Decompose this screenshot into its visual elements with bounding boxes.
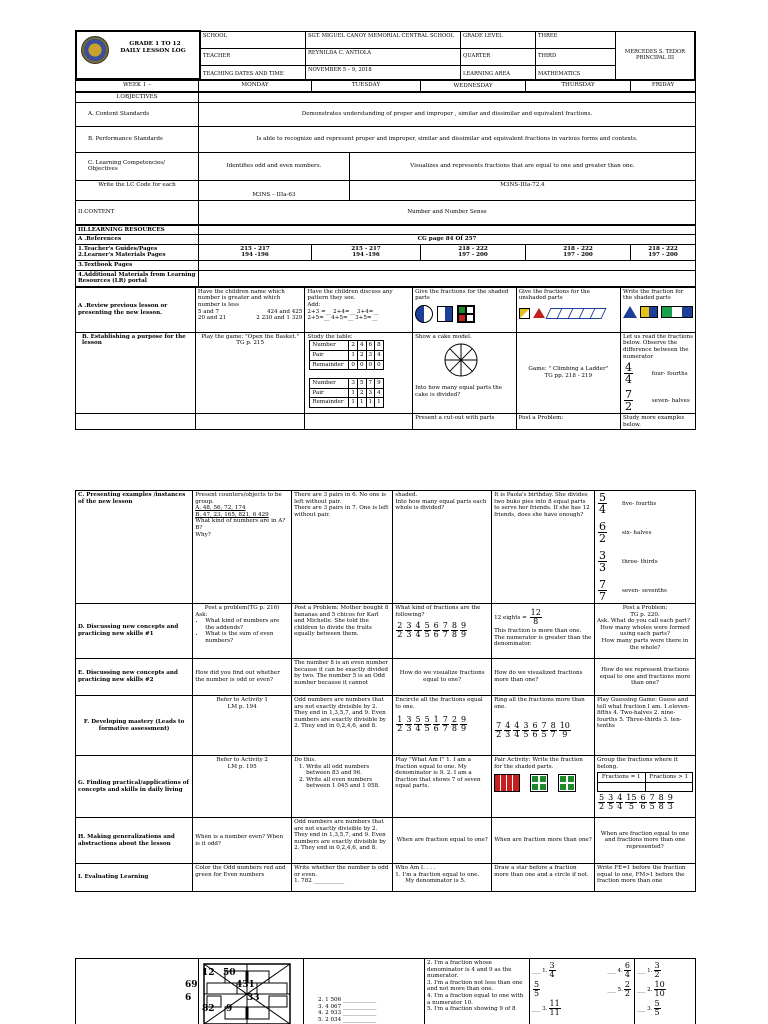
- page3-wed: 2. I'm a fraction whose denominator is 4 and 9 as the numerator. 3. I'm a fraction not less than one and not more than one. 4. I'm a fraction equal to one with a numerator 10. 5. I'm a fraction showing 9 of 8: [425, 959, 530, 1024]
- proc-a-wed: Give the fractions for the shaded parts: [413, 287, 517, 332]
- proc-f-tue: Odd numbers are numbers that are not exactly divisible by 2. They end in 1,3,5,7, and 9. Even numbers are exactly divisible by 2. They end in 0,2,4,6, and 8.: [292, 696, 393, 756]
- red-grid-icon: [494, 774, 520, 792]
- proc-e-fri: How do we represent fractions equal to one and fractions more than one?: [595, 659, 696, 696]
- proc-i-label: I. Evaluating Learning: [76, 864, 193, 892]
- procedures-table-2: [75, 490, 696, 892]
- grade-label: GRADE LEVEL: [461, 31, 536, 48]
- unshaded-square-icon: [519, 308, 530, 319]
- proc-a-mon: Have the children name which number is greater and which number is less 5 and 7 424 and 425 20 and 21 2 230 and 1 329: [195, 287, 304, 332]
- principal-title: PRINCIPAL III: [635, 55, 674, 61]
- proc-b-thu-extra: Post a Problem:: [516, 414, 620, 430]
- unshaded-triangle-icon: [533, 308, 545, 318]
- competencies-text-1: Identifies odd and even numbers.: [199, 152, 350, 180]
- day-thursday: THURSDAY: [526, 81, 631, 92]
- school-seal: [81, 36, 109, 64]
- proc-b-wed-extra: Present a cut-out with parts: [413, 414, 517, 430]
- proc-b-tue: Study the table: Number 2 4 6 8 Pair 1 2 3 4 Remainder 0 0 0 0 Number 3 5 7 9 Pair 1 2 3 4 Remainder 1 1 1 1: [305, 332, 413, 413]
- shaded-bar-icon: [661, 306, 693, 318]
- proc-g-wed: Play "What Am I" 1. I am a fraction equal to one. My denominator is 9. 2. I am a fraction that shows 7 of seven equal parts.: [393, 756, 492, 818]
- area-value: MATHEMATICS: [536, 65, 616, 79]
- proc-f-thu: Ring all the fractions more than one. $\frac{7}{2}$ $\frac{4}{3}$ $\frac{4}{4}$ $\frac{3}{5}$ $\frac{6}{6}$ $\frac{7}{5}$ $\frac{8}{7}$ $\frac{10}{9}$: [492, 696, 595, 756]
- proc-b-fri: Let us read the fractions below. Observe the difference between the numerator $\frac{4}{4}$ four- fourths $\frac{7}{2}$ seven- halves: [621, 332, 696, 413]
- tg-mon: 215 - 217: [240, 245, 270, 252]
- proc-a-thu: Give the fractions for the unshaded parts: [516, 287, 620, 332]
- proc-a-label: A .Review previous lesson or presenting the new lesson.: [76, 287, 196, 332]
- content-text: Number and Number Sense: [199, 200, 696, 224]
- lm-wed: 197 - 200: [458, 252, 488, 259]
- days-row: [75, 80, 696, 92]
- tg-wed: 218 - 222: [458, 245, 488, 252]
- teacher-label: TEACHER: [200, 48, 306, 65]
- proc-d-mon: Post a problem(TG p. 216) Ask: • What kind of numbers are the addends? • What is the sum of even numbers?: [193, 604, 292, 659]
- proc-a-tue: Have the children discuss any pattern they see. Add: 2+3 =__ 2+4=__ 3+4=__ 2+5=__ 4+5=__ 3+5=__: [305, 287, 413, 332]
- proc-d-tue: Post a Problem: Mother bought 8 bananas and 5 chicos for Karl and Michelle. She told the children to divide the fruits equally between them.: [292, 604, 393, 659]
- teacher-value: REYNILDA C. ANTIOLA: [306, 48, 461, 65]
- competencies-label: C. Learning Competencies/ Objectives: [76, 152, 199, 180]
- dates-value: NOVEMBER 5 – 9, 2018: [306, 65, 461, 79]
- proc-c-thu: It is Paola's birthday. She divides two buko pies into 8 equal parts to serve her friends. If she has 12 friends, does she have enough?: [492, 491, 595, 604]
- proc-i-thu: Draw a star before a fraction more than one and a circle if not.: [492, 864, 595, 892]
- tg-thu: 218 - 222: [563, 245, 593, 252]
- lm-mon: 194 -196: [241, 252, 269, 259]
- proc-d-wed: What kind of fractions are the following? $\frac{2}{2}$ $\frac{3}{3}$ $\frac{4}{4}$ $\frac{5}{5}$ $\frac{6}{6}$ $\frac{7}{7}$ $\frac{8}{8}$ $\frac{9}{9}$: [393, 604, 492, 659]
- proc-b-wed: Show a cake model. Into how many equal parts the cake is divided?: [413, 332, 517, 413]
- proc-f-fri: Play Guessing Game: Guess and tell what fraction I am. 1.eleven-fifths 4. Two-halves 2. nine-fourths 5. Three-thirds 3. ten-tenths: [595, 696, 696, 756]
- proc-f-label: F. Developing mastery (Leads to formative assessment): [76, 696, 193, 756]
- content-standards-text: Demonstrates understanding of proper and improper , similar and dissimilar and equivalent fractions.: [199, 102, 696, 126]
- proc-c-fri: $\frac{5}{4}$ five- fourths $\frac{6}{2}$ six- halves $\frac{3}{3}$ three- thirds $\frac{7}{7}$ seven- sevenths: [595, 491, 696, 604]
- proc-c-mon: Present counters/objects to be group. A. 48, 56, 72, 174 B. 47, 23, 165, 821, 6 429 What kind of numbers are in A? B? Why?: [193, 491, 292, 604]
- proc-b-fri-extra: Study more examples below.: [621, 414, 696, 430]
- proc-i-tue: Write whether the number is odd or even. 1. 782 ___________: [292, 864, 393, 892]
- performance-standards-label: B. Performance Standards: [76, 126, 199, 152]
- parallelogram-strip-icon: [545, 308, 606, 319]
- proc-h-label: H. Making generalizations and abstractions about the lesson: [76, 818, 193, 864]
- proc-i-fri: Write FE=1 before the fraction equal to one, FM>1 before the fraction more than one: [595, 864, 696, 892]
- page-1: [75, 30, 696, 430]
- green-grid-icon: [530, 774, 548, 792]
- lm-label: 2.Learner's Materials Pages: [78, 252, 166, 259]
- proc-h-fri: When are fraction equal to one and fractions more than one represented?: [595, 818, 696, 864]
- proc-b-thu: Game: " Climbing a Ladder" TG pp. 218 - 219: [516, 332, 620, 413]
- fraction-row-1: $\frac{2}{2}$ $\frac{3}{3}$ $\frac{4}{4}$ $\frac{5}{5}$ $\frac{6}{6}$ $\frac{7}{7}$ $\frac{8}{8}$ $\frac{9}{9}$: [397, 621, 467, 640]
- school-value: SGT. MIGUEL CANOY MEMORIAL CENTRAL SCHOOL: [306, 31, 461, 48]
- group-fractions-table: Fractions = 1 Fractions > 1: [597, 772, 693, 792]
- proc-e-mon: How did you find out whether the number is odd or even?: [193, 659, 292, 696]
- proc-h-mon: When is a number even? When is it odd?: [193, 818, 292, 864]
- odd-even-grid-cell: 12 50 69 431 6 33 82 9: [199, 959, 304, 1024]
- quarter-label: QUARTER: [461, 48, 536, 65]
- proc-e-label: E. Discussing new concepts and practicing new skills #2: [76, 659, 193, 696]
- tg-label: 1.Teacher's Guides/Pages 2.Learner's Materials Pages: [76, 244, 199, 260]
- proc-h-tue: Odd numbers are numbers that are not exactly divisible by 2. They end in 1,3,5,7, and 9. Even numbers are exactly divisible by 2. They end in 0,2,4,6, and 8.: [292, 818, 393, 864]
- lm-tue: 194 -196: [352, 252, 380, 259]
- green-grid-icon-2: [558, 774, 576, 792]
- shaded-grid-icon: [457, 305, 475, 323]
- content-label: II.CONTENT: [76, 200, 199, 224]
- textbook-label: 3.Textbook Pages: [76, 260, 199, 270]
- shaded-circle-icon: [415, 305, 433, 323]
- procedures-table-1: [75, 287, 696, 431]
- procedures-table-3: [75, 958, 696, 1024]
- school-label: SCHOOL: [200, 31, 306, 48]
- objectives-table: [75, 92, 696, 225]
- dates-label: TEACHING DATES AND TIME: [200, 65, 306, 79]
- fraction-row-3: $\frac{7}{2}$ $\frac{4}{3}$ $\frac{4}{4}$ $\frac{3}{5}$ $\frac{6}{6}$ $\frac{7}{5}$ $\frac{8}{7}$ $\frac{10}{9}$: [496, 721, 570, 740]
- proc-d-fri: Post a Problem: TG p. 220. Ask. What do you call each part? How many wholes were formed using each parts? How many parts were there in the whole?: [595, 604, 696, 659]
- doc-title-line2: DAILY LESSON LOG: [120, 47, 186, 54]
- proc-e-wed: How do we visualize fractions equal to one?: [393, 659, 492, 696]
- principal-name: MERCEDES S. TEDOR: [624, 48, 686, 55]
- header-title-cell: [76, 31, 200, 79]
- fraction-row-2: $\frac{1}{2}$ $\frac{3}{3}$ $\frac{5}{4}$ $\frac{5}{5}$ $\frac{1}{6}$ $\frac{7}{7}$ $\frac{2}{8}$ $\frac{9}{9}$: [397, 715, 467, 734]
- area-label: LEARNING AREA: [461, 65, 536, 79]
- proc-i-mon: Color the Odd numbers red and green for Even numbers: [193, 864, 292, 892]
- cg-page: CG page 84 Of 257: [199, 235, 696, 245]
- content-standards-label: A. Content Standards: [76, 102, 199, 126]
- lm-fri: 197 - 200: [648, 252, 678, 259]
- day-friday: FRIDAY: [631, 81, 696, 92]
- header-table: [75, 30, 696, 80]
- shaded-square-icon: [437, 306, 453, 322]
- references-label: A .References: [76, 235, 199, 245]
- proc-g-mon: Refer to Activity 2 LM p. 195: [193, 756, 292, 818]
- even-table: Number 2 4 6 8 Pair 1 2 3 4 Remainder 0 0 0 0: [309, 340, 383, 370]
- objectives-heading: I.OBJECTIVES: [76, 93, 199, 103]
- proc-h-thu: When are fraction more than one?: [492, 818, 595, 864]
- page3-fri: ___ 1. $\frac{3}{2}$ ___ 2. $\frac{10}{10}$ ___ 3. $\frac{5}{5}$: [635, 959, 696, 1024]
- proc-h-wed: When are fraction equal to one?: [393, 818, 492, 864]
- proc-i-wed: Who Am I. . . . 1. I'm a fraction equal to one. My denominator is 5.: [393, 864, 492, 892]
- page3-thu: ___ 1. $\frac{3}{4}$ ___ 4. $\frac{6}{4}$ $\frac{5}{5}$ ___ 5. $\frac{2}{2}$ ___ 3. $\frac{11}{11}$: [530, 959, 635, 1024]
- lc-code-1: M3NS – IIIa-63: [199, 180, 350, 200]
- proc-b-mon: Play the game: "Open the Basket." TG p. 215: [195, 332, 304, 413]
- fraction-row-4: $\frac{5}{2}$ $\frac{3}{5}$ $\frac{4}{4}$ $\frac{15}{5}$ $\frac{6}{6}$ $\frac{7}{5}$ $\frac{8}{8}$ $\frac{9}{3}$: [599, 792, 673, 811]
- lm-thu: 197 - 200: [563, 252, 593, 259]
- shaded-triangle-icon: [623, 306, 637, 318]
- competencies-text-2: Visualizes and represents fractions that are equal to one and greater than one.: [349, 152, 695, 180]
- page-2: [75, 490, 696, 892]
- grade-value: THREE: [536, 31, 616, 48]
- resources-table: [75, 225, 696, 287]
- proc-c-wed: shaded. Into how many equal parts each whole is divided?: [393, 491, 492, 604]
- doc-title-line1: GRADE 1 TO 12: [129, 41, 181, 47]
- tg-tue: 215 - 217: [351, 245, 381, 252]
- proc-c-tue: There are 3 pairs in 6. No one is left without pair. There are 3 pairs in 7. One is left without pair.: [292, 491, 393, 604]
- shaded-strip-icon: [640, 306, 658, 318]
- day-tuesday: TUESDAY: [312, 81, 421, 92]
- lc-code-2: M3NS-IIIa-72.4: [349, 180, 695, 200]
- week-label: WEEK 1 –: [76, 81, 199, 92]
- lc-code-label: Write the LC Code for each: [76, 180, 199, 200]
- page3-tue: 2. 1 506 ____________ 3. 4 067 ____________ 4. 2 933 ____________ 5. 2 034 ____________: [304, 959, 425, 1024]
- tg-fri: 218 - 222: [648, 245, 678, 252]
- proc-c-label: C. Presenting examples /instances of the new lesson: [76, 491, 193, 604]
- proc-a-fri: Write the fraction for the shaded parts: [621, 287, 696, 332]
- quarter-value: THIRD: [536, 48, 616, 65]
- proc-e-tue: The number 8 is an even number because it can be exactly divided by two. The number 5 is an Odd number because it cannot: [292, 659, 393, 696]
- performance-standards-text: Is able to recognize and represent proper and improper, similar and dissimilar and equivalent fractions in various forms and contexts.: [199, 126, 696, 152]
- resources-heading: III.LEARNING RESOURCES: [76, 225, 199, 235]
- proc-d-thu: 12 eights = $\frac{12}{8}$ This fraction is more than one. The numerator is greater than the denominator.: [492, 604, 595, 659]
- cake-model-icon: [443, 342, 479, 378]
- proc-g-tue: Do this. 1. Write all odd numbers between 83 and 96. 2. Write all even numbers between 1 045 and 1 058.: [292, 756, 393, 818]
- proc-d-label: D. Discussing new concepts and practicing new skills #1: [76, 604, 193, 659]
- proc-e-thu: How do we visualized fractions more than one?: [492, 659, 595, 696]
- proc-b-label: B. Establishing a purpose for the lesson: [76, 332, 196, 413]
- proc-f-mon: Refer to Activity 1 LM p. 194: [193, 696, 292, 756]
- page-3: [75, 958, 696, 1024]
- additional-label: 4.Additional Materials from Learning Resources (LR) portal: [76, 270, 199, 286]
- proc-f-wed: Encircle all the fractions equal to one. $\frac{1}{2}$ $\frac{3}{3}$ $\frac{5}{4}$ $\frac{5}{5}$ $\frac{1}{6}$ $\frac{7}{7}$ $\frac{2}{8}$ $\frac{9}{9}$: [393, 696, 492, 756]
- odd-table: Number 3 5 7 9 Pair 1 2 3 4 Remainder 1 1 1 1: [309, 378, 383, 408]
- principal-cell: [616, 31, 696, 79]
- day-monday: MONDAY: [199, 81, 312, 92]
- proc-g-label: G. Finding practical/applications of concepts and skills in daily living: [76, 756, 193, 818]
- day-wednesday: WEDNESDAY: [421, 81, 526, 92]
- proc-g-thu: Pair Activity: Write the fraction for the shaded parts.: [492, 756, 595, 818]
- proc-g-fri: Group the fractions where it belong. Fractions = 1 Fractions > 1 $\frac{5}{2}$ $\frac{3}{5}$ $\frac{4}{4}$ $\frac{15}{5}$ $\frac{6}{6}$ $\frac{7}{5}$ $\frac{8}{8}$ $\frac{9}{3}$: [595, 756, 696, 818]
